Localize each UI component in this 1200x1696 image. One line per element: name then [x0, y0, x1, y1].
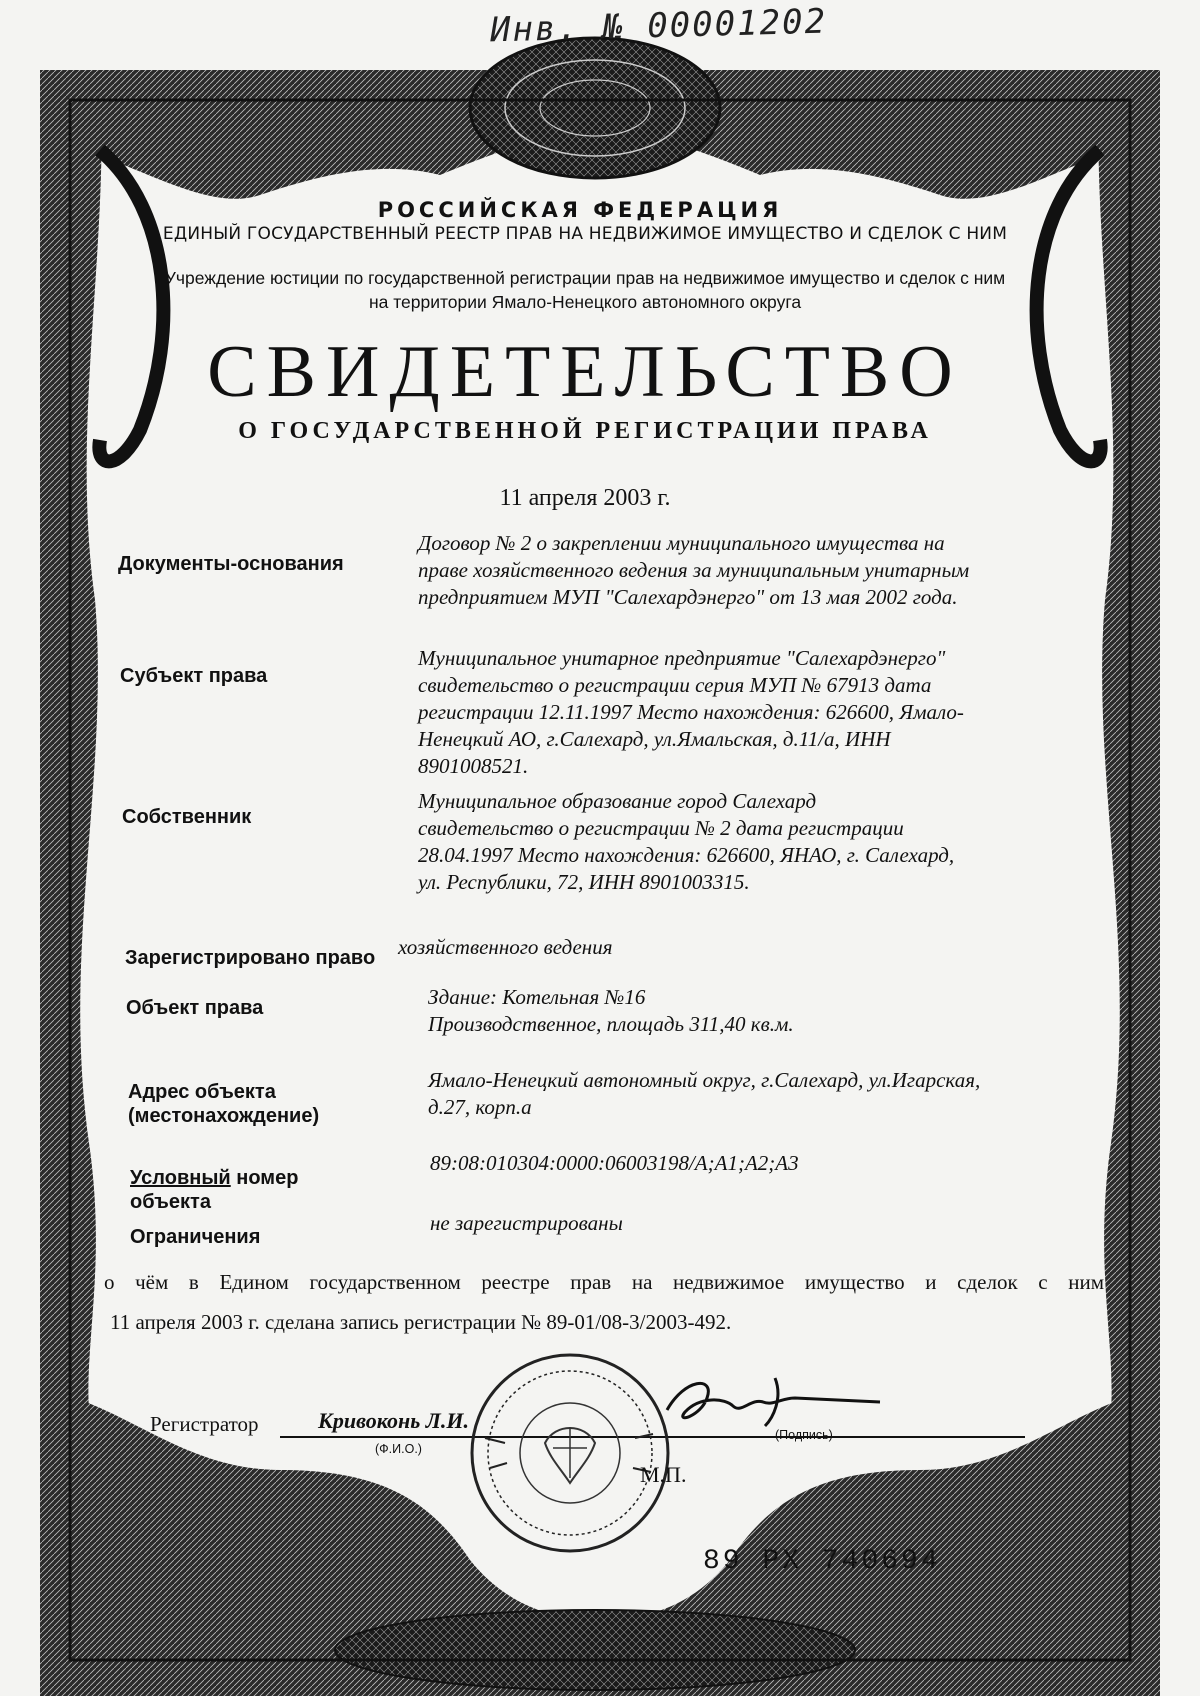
- label-restrictions: Ограничения: [130, 1226, 261, 1248]
- label-owner: Собственник: [122, 806, 252, 828]
- document-subtitle: О ГОСУДАРСТВЕННОЙ РЕГИСТРАЦИИ ПРАВА: [238, 418, 932, 444]
- label-address: [128, 1080, 319, 1128]
- label-cond-number: [130, 1166, 298, 1214]
- basis-docs-line: Договор № 2 о закреплении муниципального имущества на: [418, 531, 945, 555]
- label-object: Объект права: [126, 997, 264, 1019]
- object-line: Производственное, площадь 311,40 кв.м.: [428, 1012, 794, 1036]
- form-serial-number: 89 РХ 740694: [703, 1546, 941, 1577]
- value-subject: [418, 645, 1078, 780]
- issue-date: 11 апреля 2003 г.: [499, 485, 671, 511]
- value-restrictions: не зарегистрированы: [430, 1211, 623, 1235]
- official-seal: [465, 1348, 675, 1558]
- subject-line: 8901008521.: [418, 754, 529, 778]
- subject-line: Ненецкий АО, г.Салехард, ул.Ямальская, д.11/а, ИНН: [418, 727, 891, 751]
- label-right: Зарегистрировано право: [125, 947, 376, 969]
- address-line: д.27, корп.а: [428, 1095, 532, 1119]
- subject-line: свидетельство о регистрации серия МУП № 67913 дата: [418, 673, 932, 697]
- registry-heading: ЕДИНЫЙ ГОСУДАРСТВЕННЫЙ РЕЕСТР ПРАВ НА НЕДВИЖИМОЕ ИМУЩЕСТВО И СДЕЛОК С НИМ: [162, 224, 1008, 244]
- sign-caption: (Подпись): [775, 1428, 833, 1442]
- label-subject: Субъект права: [120, 665, 268, 687]
- value-address: [428, 1067, 1078, 1121]
- basis-docs-line: предприятием МУП "Салехардэнерго" от 13 мая 2002 года.: [418, 585, 958, 609]
- registrar-label: Регистратор: [150, 1412, 259, 1436]
- owner-line: ул. Республики, 72, ИНН 8901003315.: [418, 870, 750, 894]
- registrar-name: Кривоконь Л.И.: [318, 1408, 469, 1433]
- label-basis-docs: Документы-основания: [118, 553, 344, 575]
- seal-place-mark: М.П.: [640, 1462, 687, 1487]
- owner-line: 28.04.1997 Место нахождения: 626600, ЯНАО, г. Салехард,: [418, 843, 955, 867]
- subject-line: регистрации 12.11.1997 Место нахождения: 626600, Ямало-: [418, 700, 964, 724]
- institution-line-2: на территории Ямало-Ненецкого автономного округа: [368, 292, 802, 312]
- owner-line: свидетельство о регистрации № 2 дата регистрации: [418, 816, 904, 840]
- closing-line-2: 11 апреля 2003 г. сделана запись регистрации № 89-01/08-3/2003-492.: [110, 1310, 732, 1334]
- value-cond-number: 89:08:010304:0000:06003198/А;А1;А2;А3: [430, 1151, 799, 1175]
- value-right: хозяйственного ведения: [398, 935, 613, 959]
- signature-scribble: [655, 1368, 885, 1438]
- institution-line-1: Учреждение юстиции по государственной регистрации прав на недвижимое имущество и сделок с ним: [164, 268, 1006, 288]
- closing-line-1: о чём в Едином государственном реестре прав на недвижимое имущество и сделок с ним: [104, 1270, 1104, 1294]
- inventory-note: Инв. № 00001202: [489, 1, 828, 51]
- address-label-line: Адрес объекта: [128, 1081, 276, 1103]
- fio-caption: (Ф.И.О.): [375, 1442, 422, 1456]
- owner-line: Муниципальное образование город Салехард: [418, 789, 817, 813]
- cond-number-label-line2: объекта: [130, 1191, 211, 1213]
- document-title: СВИДЕТЕЛЬСТВО: [207, 331, 963, 413]
- value-basis-docs: [418, 530, 1078, 611]
- cond-number-label-underlined: Условный: [130, 1167, 231, 1189]
- country-heading: РОССИЙСКАЯ ФЕДЕРАЦИЯ: [377, 198, 783, 222]
- address-line: Ямало-Ненецкий автономный округ, г.Салехард, ул.Игарская,: [428, 1068, 981, 1092]
- value-owner: [418, 788, 1078, 896]
- cond-number-label-rest: номер: [230, 1167, 299, 1189]
- basis-docs-line: праве хозяйственного ведения за муниципальным унитарным: [418, 558, 970, 582]
- address-label-line: (местонахождение): [128, 1105, 320, 1127]
- subject-line: Муниципальное унитарное предприятие "Салехардэнерго": [418, 646, 946, 670]
- value-object: [428, 984, 1068, 1038]
- object-line: Здание: Котельная №16: [428, 985, 646, 1009]
